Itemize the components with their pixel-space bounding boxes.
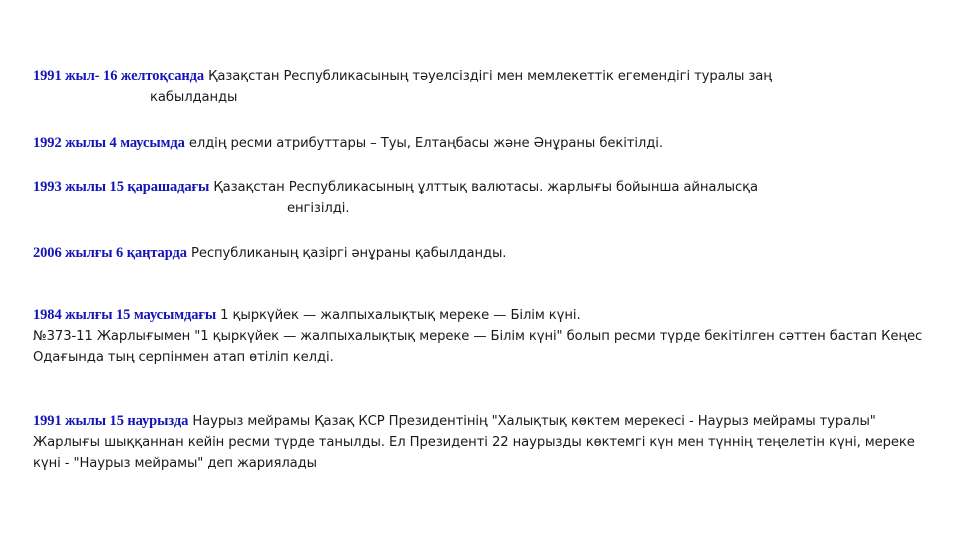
entry-1993-currency [33,177,913,219]
entry-date: 1993 жылы 15 қарашадағы [33,179,210,195]
entry-continuation: №373-11 Жарлығымен "1 қыркүйек — жалпыхалықтық мереке — Білім күні" болып ресми түрде бекітілген сәттен бастап Кеңес Одағында тың серпінмен атап өтіліп келді. [33,329,923,365]
entry-date: 1992 жылы 4 маусымда [33,135,185,151]
entry-continuation: енгізілді. [287,201,350,216]
entry-1991-nauryz [33,411,923,474]
entry-date: 1984 жылғы 15 маусымдағы [33,307,217,323]
entry-2006-anthem [33,243,913,264]
entry-text: Қазақстан Республикасының тәуелсіздігі мен мемлекеттік егемендігі туралы заң [204,69,772,84]
entry-text: елдің ресми атрибуттары – Туы, Елтаңбасы және Әнұраны бекітілді. [184,136,663,151]
entry-date: 2006 жылғы 6 қаңтарда [33,245,187,261]
entry-date: 1991 жыл- 16 желтоқсанда [33,68,205,84]
entry-text: Қазақстан Республикасының ұлттық валютасы. жарлығы бойынша айналысқа [209,180,758,195]
entry-text: Республиканың қазіргі әнұраны қабылданды. [186,246,507,261]
entry-text: 1 қыркүйек — жалпыхалықтық мереке — Білім күні. [216,308,581,323]
entry-1991-independence [33,66,913,108]
entry-continuation: кабылданды [150,90,238,105]
entry-text: Наурыз мейрамы Қазақ КСР Президентінің "Халықтық көктем мерекесі - Наурыз мейрамы туралы" Жарлығы шыққаннан кейін ресми түрде танылды. Ел Президенті 22 наурызды көктемгі күн мен түннің теңелетін күні, мереке күні - "Наурыз мейрамы" деп жариялады [33,414,915,471]
entry-1984-knowledge-day [33,305,923,368]
entry-1992-symbols [33,133,913,154]
entry-date: 1991 жылы 15 наурызда [33,413,189,429]
